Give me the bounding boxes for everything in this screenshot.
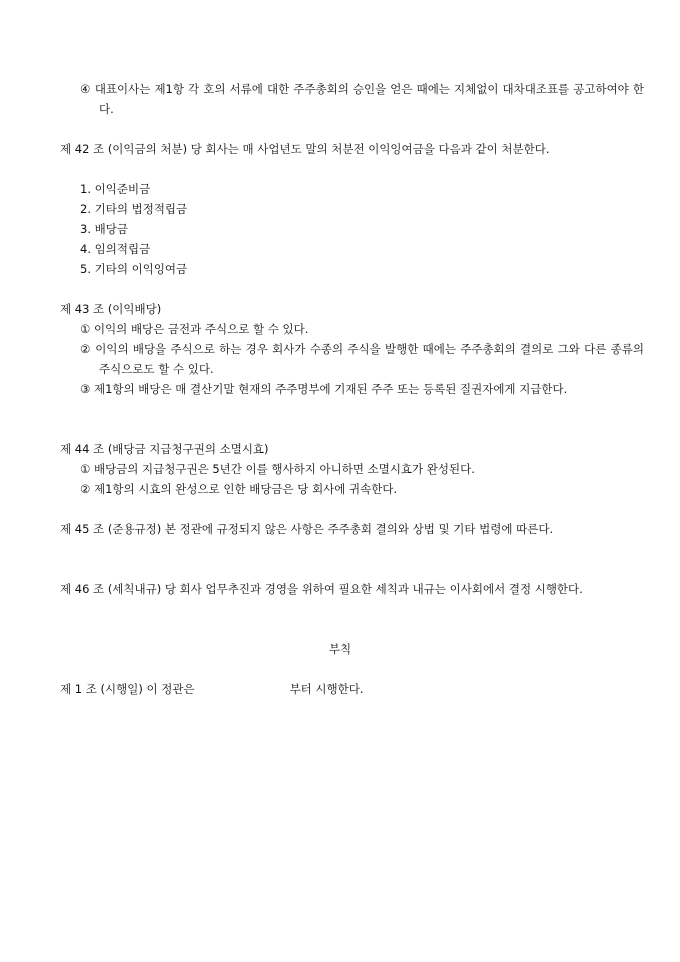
article-43-heading: 제 43 조 (이익배당)	[60, 302, 162, 316]
article-42-item-4: 4. 임의적립금	[80, 242, 151, 256]
article-42: 제 42 조 (이익금의 처분) 당 회사는 매 사업년도 말의 처분전 이익잉여금을 다음과 같이 처분한다.	[60, 142, 550, 156]
article-44-item-2: ② 제1항의 시효의 완성으로 인한 배당금은 당 회사에 귀속한다.	[80, 482, 398, 496]
article-45: 제 45 조 (준용규정) 본 정관에 규정되지 않은 사항은 주주총회 결의와 상법 및 기타 법령에 따른다.	[60, 522, 554, 536]
article-43-item-3: ③ 제1항의 배당은 매 결산기말 현재의 주주명부에 기재된 주주 또는 등록된 질권자에게 지급한다.	[80, 382, 568, 396]
article-44-item-1: ① 배당금의 지급청구권은 5년간 이를 행사하지 아니하면 소멸시효가 완성된다.	[80, 462, 475, 476]
article-46: 제 46 조 (세칙내규) 당 회사 업무추진과 경영을 위하여 필요한 세칙과 내규는 이사회에서 결정 시행한다.	[60, 582, 583, 596]
article-42-item-2: 2. 기타의 법정적립금	[80, 202, 188, 216]
article-42-item-1: 1. 이익준비금	[80, 182, 151, 196]
article-42-item-3: 3. 배당금	[80, 222, 128, 236]
article-43-item-1: ① 이익의 배당은 금전과 주식으로 할 수 있다.	[80, 322, 309, 336]
addenda-article-1-text: 제 1 조 (시행일) 이 정관은	[60, 682, 195, 696]
article-42-item-5: 5. 기타의 이익잉여금	[80, 262, 188, 276]
article-43-item-2: ② 이익의 배당을 주식으로 하는 경우 회사가 수종의 주식을 발행한 때에는 주주총회의 결의로 그와 다른 종류의 주식으로도 할 수 있다.	[80, 342, 644, 376]
article-41-item-4: ④ 대표이사는 제1항 각 호의 서류에 대한 주주총회의 승인을 얻은 때에는 지체없이 대차대조표를 공고하여야 한다.	[80, 82, 644, 116]
addenda-article-1	[60, 679, 625, 699]
addenda-title: 부칙	[328, 642, 352, 656]
addenda-article-1-suffix: 부터 시행한다.	[289, 682, 364, 696]
article-44-heading: 제 44 조 (배당금 지급청구권의 소멸시효)	[60, 442, 269, 456]
